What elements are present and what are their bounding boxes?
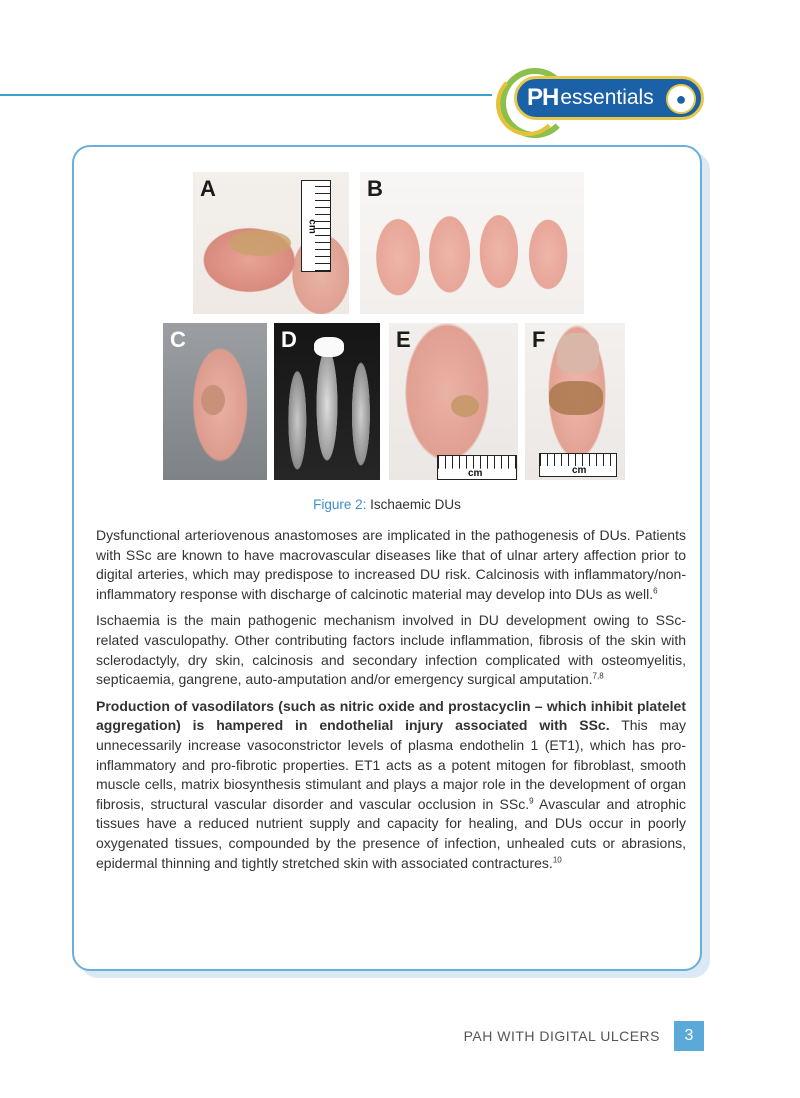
calcinosis-d — [314, 337, 344, 357]
logo-ph: PH — [527, 84, 559, 111]
figure-caption — [72, 497, 702, 512]
figure-caption-text: Ischaemic DUs — [370, 497, 461, 512]
ref-6: 6 — [653, 586, 658, 596]
ref-9: 9 — [529, 796, 534, 806]
ulcer-e — [451, 395, 479, 417]
panel-label-e: E — [396, 327, 411, 352]
paragraph-1: Dysfunctional arteriovenous anastomoses are implicated in the pathogenesis of DUs. Patients with SSc are known to have macrovascular diseases like that of ulnar artery affection prior to digital arteries, which may predispose to increased DU risk. Calcinosis with inflammatory/non-inflammatory response with discharge of calcinotic material may develop into DUs as well.$^6$ — [96, 527, 686, 602]
ruler-f: cm — [539, 453, 617, 477]
figure-panel-d — [274, 323, 380, 480]
ref-7-8: 7,8 — [592, 671, 604, 681]
paragraph-3: Production of vasodilators (such as nitric oxide and prostacyclin – which inhibit platelet aggregation) is hampered in endothelial injury associated with SSc. This may unnecessarily increase vasoconstrictor levels of plasma endothelin 1 (ET1), which has pro-inflammatory and pro-fibrotic properties. ET1 acts as a potent mitogen for fibroblast, smooth muscle cells, matrix biosynthesis stimulant and plays a major role in the development of organ fibrosis, structural vascular disorder and vascular occlusion in SSc.$^9$ Avascular and atrophic tissues have a reduced nutrient supply and capacity for healing, and DUs occur in poorly oxygenated tissues, compounded by the presence of infection, unhealed cuts or abrasions, epidermal thinning and tightly stretched skin with associated contractures.$^{10}$ — [96, 697, 687, 871]
paragraph-2: Ischaemia is the main pathogenic mechanism involved in DU development owing to SSc-related vasculopathy. Other contributing factors include inflammation, fibrosis of the skin with sclerodactyly, dry skin, calcinosis and secondary infection complicated with osteomyelitis, septicaemia, gangrene, auto-amputation and/or emergency surgical amputation.$^{7,8}$ — [96, 612, 686, 688]
ph-essentials-logo — [492, 68, 712, 130]
figure-panel-b — [360, 172, 584, 314]
logo-essentials: essentials — [560, 86, 654, 109]
header-rule — [0, 94, 492, 96]
ruler-e: cm — [437, 455, 517, 480]
figure-panel-a — [193, 172, 349, 314]
panel-label-b: B — [367, 176, 383, 201]
ref-10: 10 — [552, 854, 562, 864]
panel-label-f: F — [532, 327, 546, 352]
nail-f — [557, 333, 599, 373]
ulcer-c — [201, 385, 225, 415]
body-text — [96, 526, 686, 880]
panel-label-c: C — [170, 327, 186, 352]
panel-label-a: A — [200, 176, 216, 201]
figure-panel-e — [389, 323, 518, 480]
footer-title: PAH WITH DIGITAL ULCERS — [463, 1028, 660, 1044]
figure-panel-f — [525, 323, 625, 480]
ruler-a: cm — [301, 180, 331, 272]
figure-caption-label: Figure 2: — [313, 497, 367, 512]
page-number: 3 — [674, 1021, 704, 1051]
panel-label-d: D — [281, 327, 297, 352]
globe-icon: ● — [666, 84, 696, 114]
figure-panel-c — [163, 323, 267, 480]
ulcer-f — [549, 381, 603, 415]
ulcer-a — [229, 230, 291, 256]
